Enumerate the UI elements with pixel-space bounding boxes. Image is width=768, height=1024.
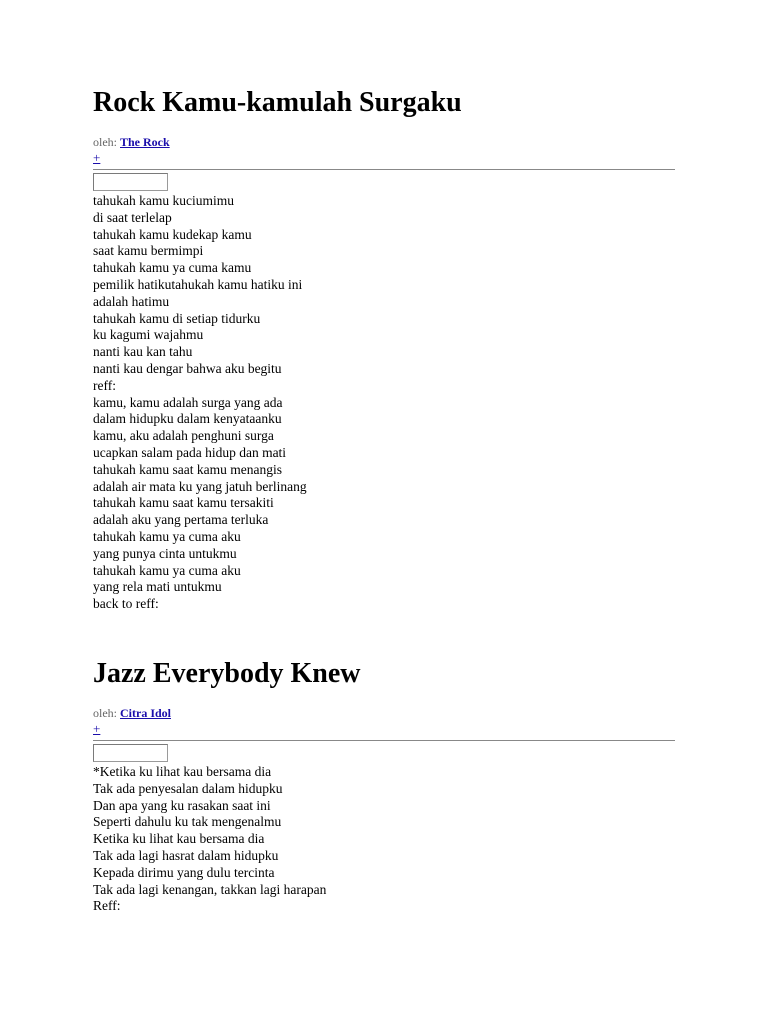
lyric-line: Seperti dahulu ku tak mengenalmu bbox=[93, 814, 282, 830]
lyrics bbox=[93, 193, 675, 613]
lyric-line: pemilik hatikutahukah kamu hatiku ini bbox=[93, 276, 303, 292]
expand-plus-link[interactable]: + bbox=[93, 721, 101, 736]
lyric-line: yang punya cinta untukmu bbox=[93, 545, 237, 561]
lyric-line: *Ketika ku lihat kau bersama dia bbox=[93, 764, 272, 779]
by-label: oleh: bbox=[93, 706, 117, 720]
lyric-line: adalah air mata ku yang jatuh berlinang bbox=[93, 478, 307, 494]
lyric-line: Reff: bbox=[93, 898, 121, 914]
rating-box[interactable] bbox=[93, 744, 168, 762]
lyric-line: tahukah kamu saat kamu menangis bbox=[93, 461, 282, 477]
lyric-line: tahukah kamu ya cuma aku bbox=[93, 528, 241, 544]
song-title: Rock Kamu-kamulah Surgaku bbox=[93, 87, 462, 118]
lyric-line: reff: bbox=[93, 377, 116, 393]
lyric-line: nanti kau dengar bahwa aku begitu bbox=[93, 360, 282, 376]
lyric-line: tahukah kamu ya cuma aku bbox=[93, 562, 241, 578]
lyric-line: kamu, aku adalah penghuni surga bbox=[93, 428, 274, 444]
lyric-line: Ketika ku lihat kau bersama dia bbox=[93, 831, 265, 847]
lyric-line: Dan apa yang ku rasakan saat ini bbox=[93, 797, 271, 813]
lyric-line: back to reff: bbox=[93, 596, 159, 612]
lyric-line: saat kamu bermimpi bbox=[93, 243, 204, 259]
lyric-line: Tak ada lagi kenangan, takkan lagi harapan bbox=[93, 881, 327, 897]
lyric-line: tahukah kamu saat kamu tersakiti bbox=[93, 495, 274, 511]
lyric-line: tahukah kamu ya cuma kamu bbox=[93, 260, 252, 276]
divider bbox=[93, 169, 675, 170]
lyric-line: di saat terlelap bbox=[93, 209, 172, 225]
song-entry-2 bbox=[93, 657, 675, 915]
lyric-line: nanti kau kan tahu bbox=[93, 344, 193, 360]
by-label: oleh: bbox=[93, 135, 117, 149]
lyric-line: Kepada dirimu yang dulu tercinta bbox=[93, 864, 275, 880]
byline bbox=[93, 135, 675, 149]
lyric-line: Tak ada penyesalan dalam hidupku bbox=[93, 780, 283, 796]
lyric-line: yang rela mati untukmu bbox=[93, 579, 222, 595]
lyric-line: ucapkan salam pada hidup dan mati bbox=[93, 444, 287, 460]
lyric-line: tahukah kamu kudekap kamu bbox=[93, 226, 252, 242]
byline bbox=[93, 706, 675, 720]
lyric-line: dalam hidupku dalam kenyataanku bbox=[93, 411, 282, 427]
artist-link[interactable]: The Rock bbox=[120, 135, 170, 149]
artist-link[interactable]: Citra Idol bbox=[120, 706, 171, 720]
rating-box[interactable] bbox=[93, 173, 168, 191]
lyrics bbox=[93, 764, 675, 915]
lyric-line: kamu, kamu adalah surga yang ada bbox=[93, 394, 283, 410]
lyric-line: adalah aku yang pertama terluka bbox=[93, 512, 269, 528]
expand-plus-link[interactable]: + bbox=[93, 150, 101, 165]
lyric-line: tahukah kamu kuciumimu bbox=[93, 193, 234, 208]
lyric-line: tahukah kamu di setiap tidurku bbox=[93, 310, 261, 326]
song-title: Jazz Everybody Knew bbox=[93, 658, 361, 689]
lyric-line: Tak ada lagi hasrat dalam hidupku bbox=[93, 847, 279, 863]
lyric-line: adalah hatimu bbox=[93, 293, 170, 309]
lyric-line: ku kagumi wajahmu bbox=[93, 327, 204, 343]
song-entry-1 bbox=[93, 86, 675, 613]
divider bbox=[93, 740, 675, 741]
